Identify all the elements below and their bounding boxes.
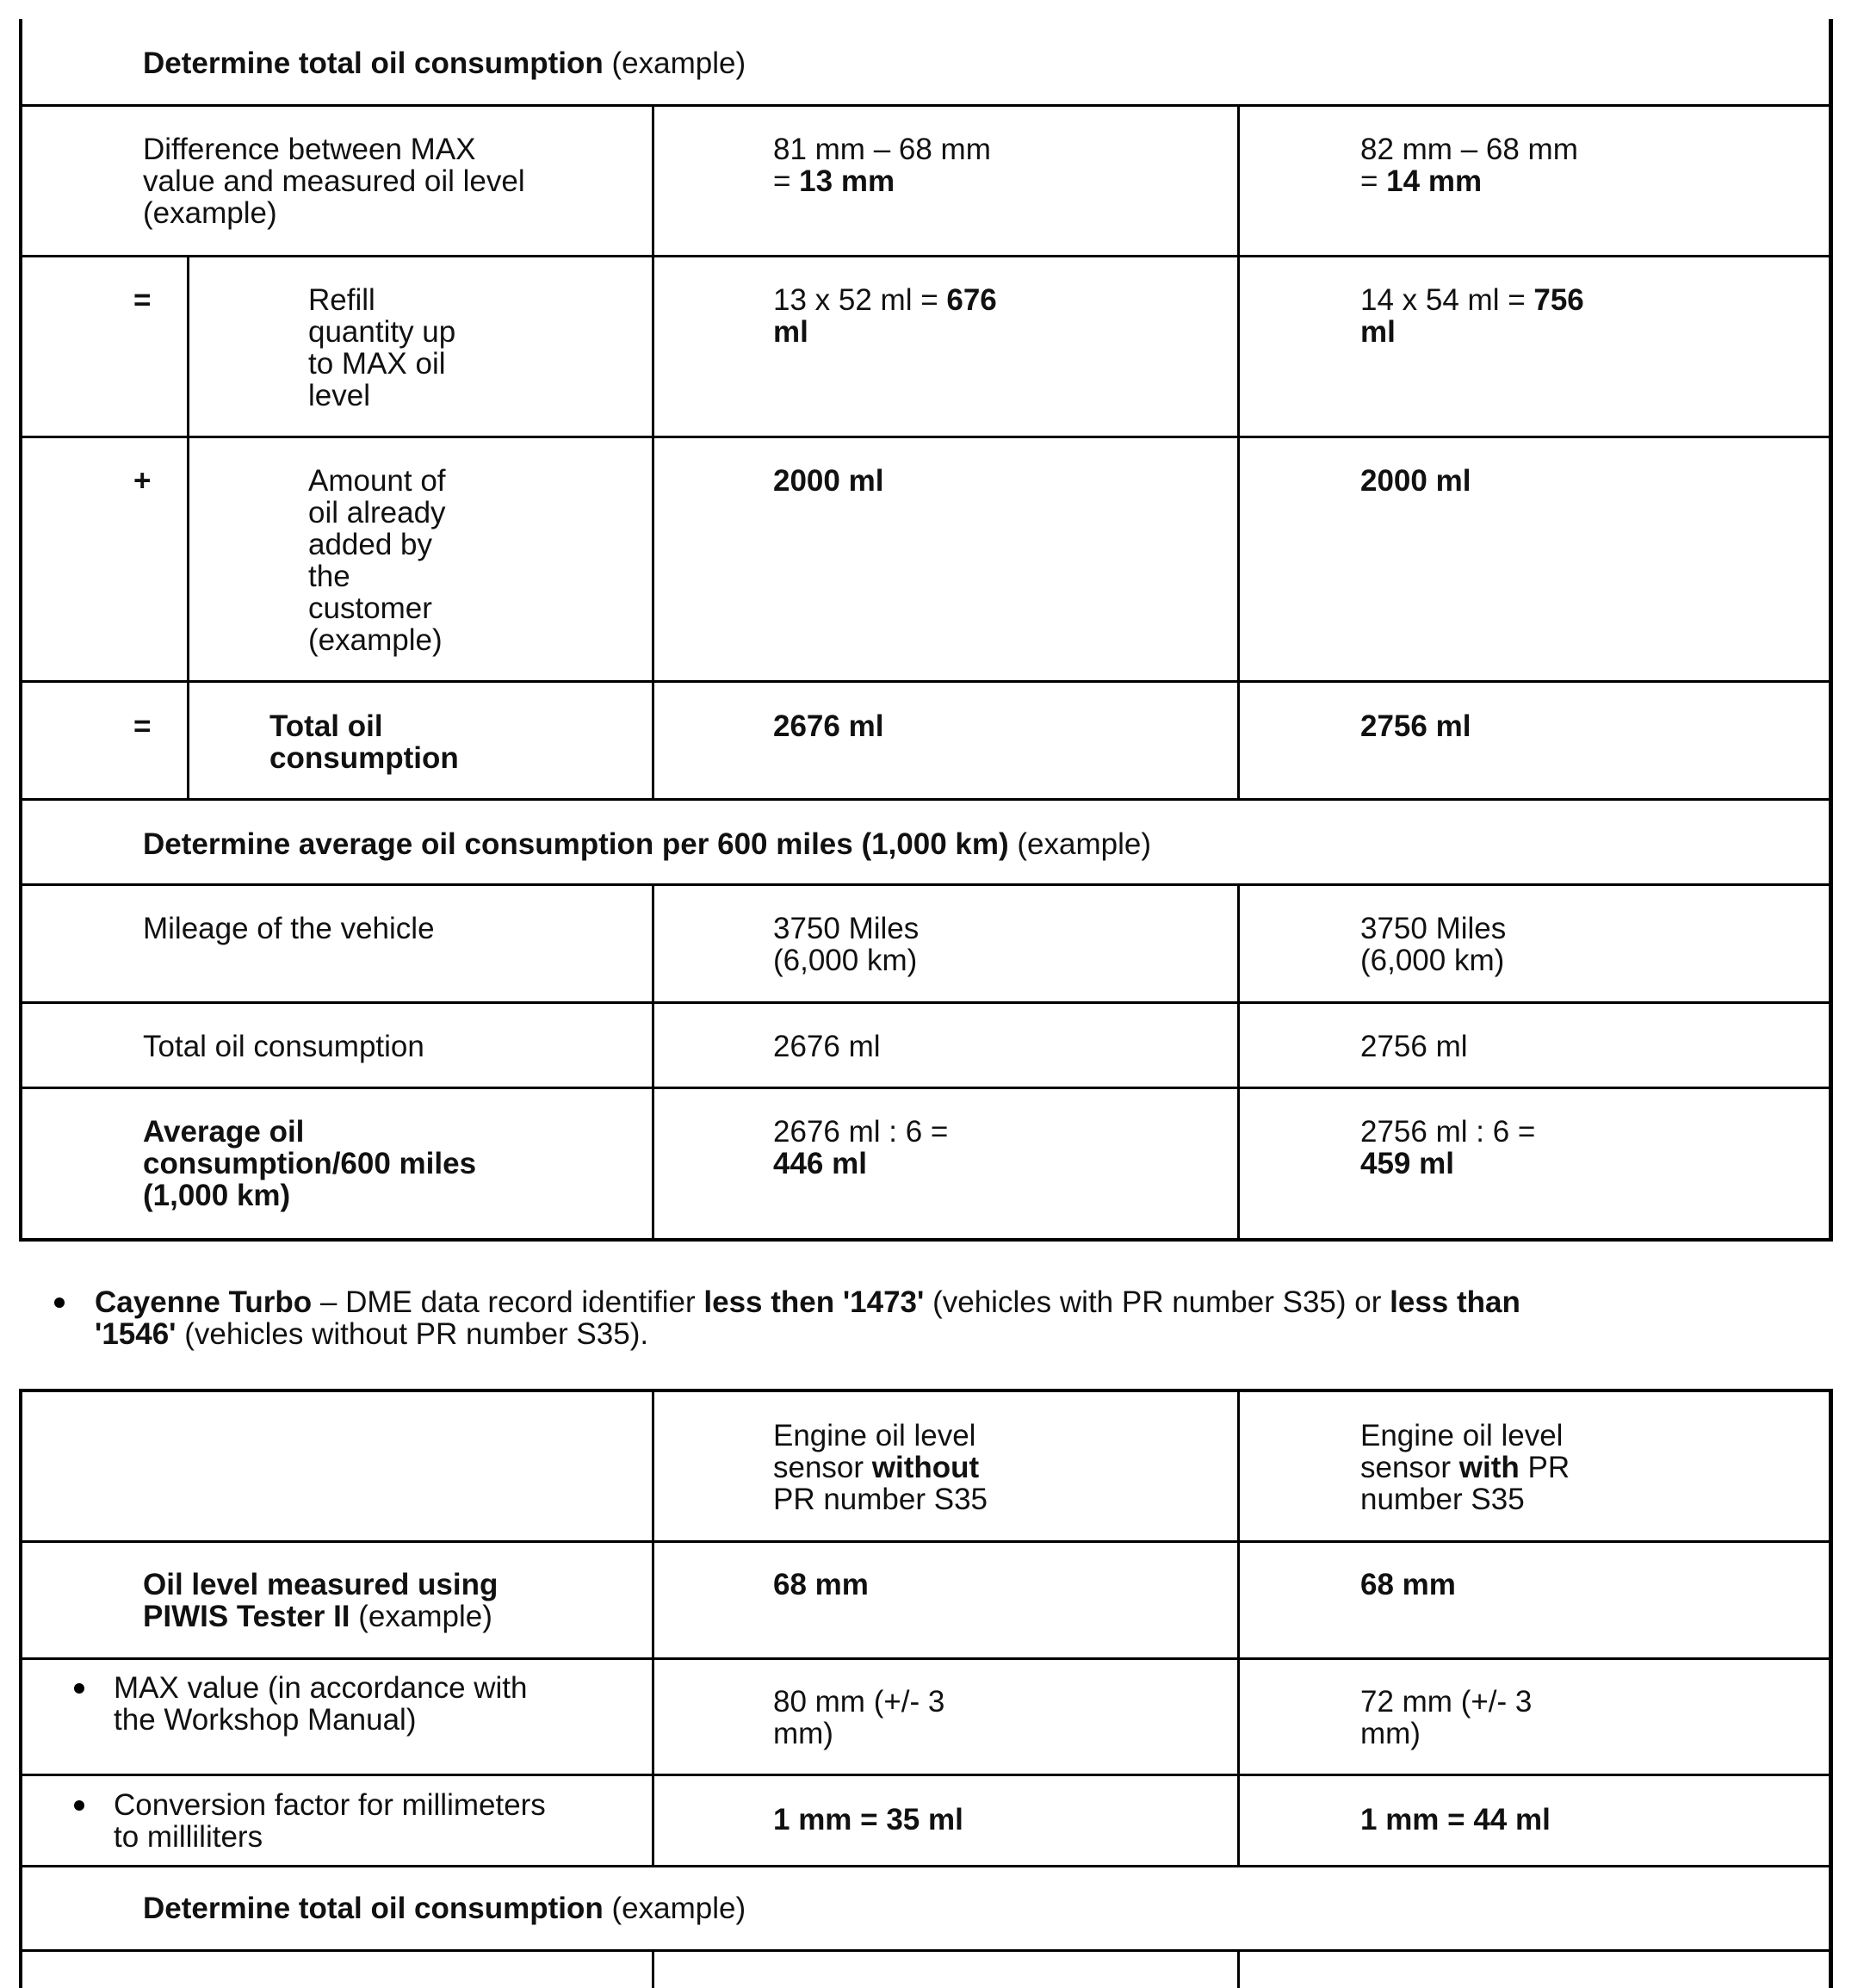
note-text: (vehicles without PR number S35).	[176, 1317, 649, 1351]
sensor-header-line: sensor	[1360, 1451, 1459, 1484]
difference-value-result: 14 mm	[1386, 164, 1483, 198]
note-text: (vehicles with PR number S35) or	[924, 1285, 1390, 1319]
added-value-col1: 2000 ml	[773, 464, 884, 498]
total-label	[269, 710, 459, 774]
table-1-hline	[19, 104, 1833, 107]
table-1-bottom-border	[19, 1238, 1833, 1242]
measured-label-line: Oil level measured using	[143, 1568, 499, 1601]
max-label-line: the Workshop Manual)	[114, 1703, 417, 1737]
sensor-header-line: number S35	[1360, 1483, 1525, 1516]
added-label-line: the	[308, 560, 350, 593]
section-heading-average	[143, 828, 1151, 860]
table-2-hline	[19, 1774, 1833, 1776]
refill-value-unit: ml	[773, 315, 808, 349]
max-value-line: mm)	[1360, 1717, 1421, 1750]
difference-label-line: value and measured oil level	[143, 164, 525, 198]
refill-label-line: to MAX oil	[308, 347, 446, 381]
total-consumption-col1: 2676 ml	[773, 1030, 881, 1063]
added-label-line: added by	[308, 528, 433, 561]
max-value-col1	[773, 1686, 944, 1750]
max-value-line: 80 mm (+/- 3	[773, 1685, 945, 1719]
average-label	[143, 1116, 476, 1211]
refill-operator: =	[133, 283, 152, 317]
refill-value-result: 756	[1533, 283, 1584, 317]
sensor-header-with	[1360, 1420, 1570, 1515]
average-label-line: (1,000 km)	[143, 1179, 291, 1212]
total-label-line: consumption	[269, 741, 459, 775]
note-line-2	[95, 1318, 648, 1350]
mileage-value-col2	[1360, 913, 1506, 976]
total-value-col2: 2756 ml	[1360, 709, 1471, 743]
measured-label	[143, 1569, 498, 1632]
table-2-top-border	[19, 1389, 1833, 1392]
note-threshold: '1546'	[95, 1317, 176, 1351]
sensor-header-emphasis: without	[871, 1451, 980, 1484]
added-operator: +	[133, 464, 152, 498]
table-1-col-divider-2b	[1237, 884, 1240, 1242]
table-2-col-divider-2b	[1237, 1951, 1240, 1988]
table-1-right-border	[1829, 19, 1833, 1242]
conversion-value-col2: 1 mm = 44 ml	[1360, 1803, 1551, 1836]
total-consumption-col2: 2756 ml	[1360, 1030, 1468, 1063]
max-value-line: 72 mm (+/- 3	[1360, 1685, 1533, 1719]
max-label-line: MAX value (in accordance with	[114, 1671, 528, 1705]
sensor-header-line: Engine oil level	[1360, 1419, 1564, 1452]
bullet-icon	[74, 1683, 84, 1694]
average-value-result: 446 ml	[773, 1147, 867, 1180]
refill-value-formula: 14 x 54 ml =	[1360, 283, 1534, 317]
table-2-hline	[19, 1865, 1833, 1867]
max-value-line: mm)	[773, 1717, 833, 1750]
measured-value-col1: 68 mm	[773, 1568, 869, 1601]
max-value-col2	[1360, 1686, 1532, 1750]
sensor-header-emphasis: with	[1458, 1451, 1520, 1484]
difference-value-prefix: =	[773, 164, 800, 198]
note-line-1	[95, 1286, 1520, 1318]
mileage-value-line: 3750 Miles	[773, 912, 920, 945]
added-label-line: Amount of	[308, 464, 446, 498]
table-1-hline	[19, 883, 1833, 886]
average-value-col2	[1360, 1116, 1535, 1180]
difference-label	[143, 133, 525, 229]
added-value-col2: 2000 ml	[1360, 464, 1471, 498]
added-label	[308, 465, 446, 656]
difference-label-line: (example)	[143, 196, 277, 230]
section-heading-bold: Determine average oil consumption per 600 miles (1,000 km)	[143, 827, 1009, 861]
table-1-operator-divider	[187, 256, 189, 800]
added-label-line: oil already	[308, 496, 446, 530]
table-2-right-border	[1829, 1390, 1833, 1988]
difference-value-result: 13 mm	[799, 164, 895, 198]
section-heading-bold: Determine total oil consumption	[143, 1892, 604, 1925]
note-threshold: less then '1473'	[703, 1285, 925, 1319]
table-1-hline	[19, 255, 1833, 257]
average-value-col1	[773, 1116, 948, 1180]
conversion-label-line: Conversion factor for millimeters	[114, 1788, 546, 1822]
measured-label-note: (example)	[350, 1600, 492, 1633]
table-2-hline	[19, 1949, 1833, 1952]
conversion-value-col1: 1 mm = 35 ml	[773, 1803, 963, 1836]
difference-value-line: 81 mm – 68 mm	[773, 133, 991, 166]
mileage-value-line: (6,000 km)	[773, 944, 918, 977]
average-label-line: Average oil	[143, 1115, 305, 1149]
table-2-hline	[19, 1540, 1833, 1543]
section-heading-normal: (example)	[603, 1892, 746, 1925]
refill-value-unit: ml	[1360, 315, 1396, 349]
difference-label-line: Difference between MAX	[143, 133, 476, 166]
table-1-hline	[19, 436, 1833, 438]
table-1-hline	[19, 1087, 1833, 1089]
refill-value-col1	[773, 284, 997, 348]
sensor-header-without	[773, 1420, 988, 1515]
refill-value-result: 676	[946, 283, 997, 317]
table-1-col-divider-1	[652, 105, 654, 800]
refill-label-line: quantity up	[308, 315, 456, 349]
average-value-result: 459 ml	[1360, 1147, 1454, 1180]
difference-value-line: 82 mm – 68 mm	[1360, 133, 1578, 166]
table-1-col-divider-2	[1237, 105, 1240, 800]
mileage-value-col1	[773, 913, 919, 976]
average-value-formula: 2676 ml : 6 =	[773, 1115, 949, 1149]
section-heading-total	[143, 47, 746, 79]
table-1-hline	[19, 680, 1833, 683]
table-2-col-divider-1b	[652, 1951, 654, 1988]
table-1-hline	[19, 798, 1833, 801]
table-2-col-divider-1	[652, 1390, 654, 1867]
section-heading-total-2	[143, 1892, 746, 1924]
note-text: – DME data record identifier	[312, 1285, 704, 1319]
refill-label	[308, 284, 455, 412]
conversion-label-line: to milliliters	[114, 1820, 263, 1854]
refill-value-col2	[1360, 284, 1584, 348]
section-heading-normal: (example)	[1008, 827, 1151, 861]
max-label	[114, 1672, 528, 1736]
measured-value-col2: 68 mm	[1360, 1568, 1456, 1601]
note-model: Cayenne Turbo	[95, 1285, 313, 1319]
sensor-header-line: PR	[1519, 1451, 1570, 1484]
mileage-value-line: 3750 Miles	[1360, 912, 1507, 945]
added-label-line: customer	[308, 591, 432, 625]
total-operator: =	[133, 709, 152, 743]
measured-label-tool: PIWIS Tester II	[143, 1600, 350, 1633]
sensor-header-line: PR number S35	[773, 1483, 988, 1516]
total-consumption-label: Total oil consumption	[143, 1030, 424, 1063]
bullet-icon	[74, 1800, 84, 1811]
refill-label-line: level	[308, 379, 370, 412]
section-heading-normal: (example)	[603, 46, 746, 80]
table-2-left-border	[19, 1390, 22, 1988]
table-1-hline	[19, 1001, 1833, 1004]
conversion-label	[114, 1789, 546, 1853]
table-1-left-border	[19, 19, 22, 1242]
difference-value-col2	[1360, 133, 1578, 197]
average-label-line: consumption/600 miles	[143, 1147, 477, 1180]
refill-label-line: Refill	[308, 283, 375, 317]
total-value-col1: 2676 ml	[773, 709, 884, 743]
mileage-value-line: (6,000 km)	[1360, 944, 1505, 977]
sensor-header-line: sensor	[773, 1451, 872, 1484]
total-label-line: Total oil	[269, 709, 383, 743]
table-1-col-divider-1b	[652, 884, 654, 1242]
bullet-icon	[54, 1297, 65, 1308]
note-threshold: less than	[1390, 1285, 1520, 1319]
difference-value-col1	[773, 133, 991, 197]
table-2-hline	[19, 1657, 1833, 1660]
average-value-formula: 2756 ml : 6 =	[1360, 1115, 1536, 1149]
difference-value-prefix: =	[1360, 164, 1387, 198]
mileage-label: Mileage of the vehicle	[143, 912, 435, 945]
added-label-line: (example)	[308, 623, 443, 657]
sensor-header-line: Engine oil level	[773, 1419, 976, 1452]
table-2-col-divider-2	[1237, 1390, 1240, 1867]
refill-value-formula: 13 x 52 ml =	[773, 283, 947, 317]
section-heading-bold: Determine total oil consumption	[143, 46, 604, 80]
